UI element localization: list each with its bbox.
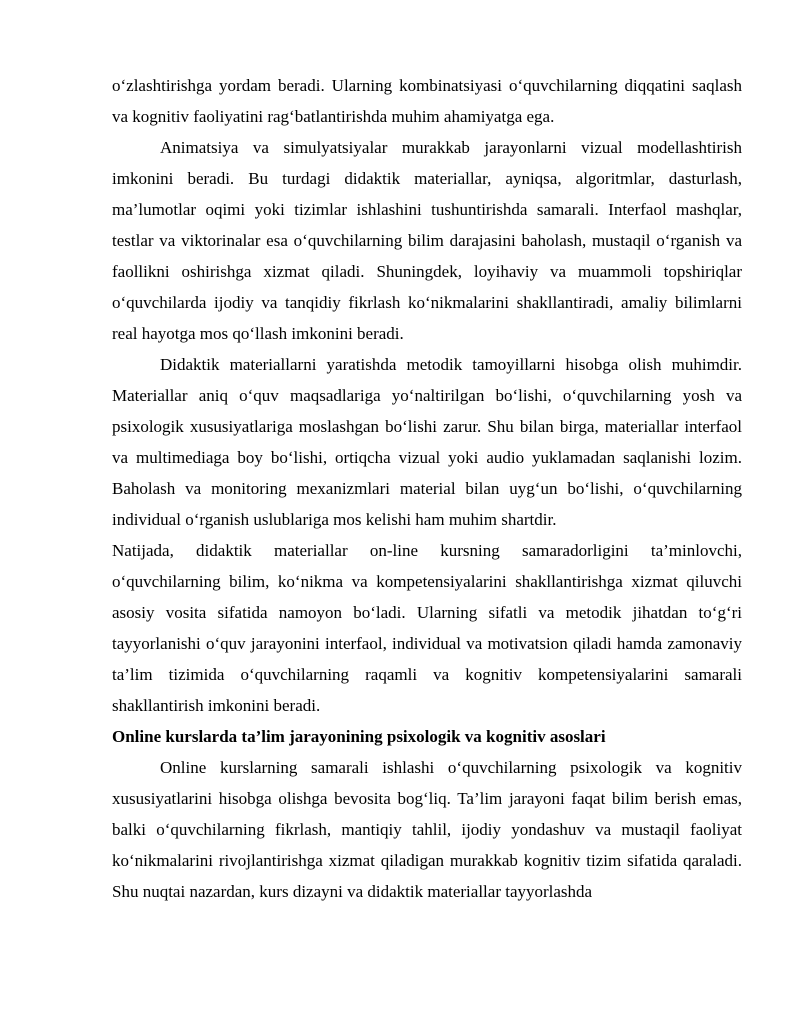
paragraph-animation: Animatsiya va simulyatsiyalar murakkab jarayonlarni vizual modellashtirish imkonini beradi. Bu turdagi didaktik materiallar, ayniqsa, algoritmlar, dasturlash, ma’lumotlar oqimi yoki tizimlar ishlashini tushuntirishda samarali. Interfaol mashqlar, testlar va viktorinalar esa o‘quvchilarning bilim darajasini baholash, mustaqil o‘rganish va faollikni oshirishga xizmat qiladi. Shuningdek, loyihaviy va muammoli topshiriqlar o‘quvchilarda ijodiy va tanqidiy fikrlash ko‘nikmalarini shakllantiradi, amaliy bilimlarni real hayotga mos qo‘llash imkonini beradi. bbox=[112, 138, 742, 343]
section-heading: Online kurslarda ta’lim jarayonining psixologik va kognitiv asoslari bbox=[112, 727, 606, 746]
paragraph-online-courses: Online kurslarning samarali ishlashi o‘quvchilarning psixologik va kognitiv xususiyatlarini hisobga olishga bevosita bog‘liq. Ta’lim jarayoni faqat bilim berish emas, balki o‘quvchilarning fikrlash, mantiqiy tahlil, ijodiy yondashuv va mustaqil faoliyat ko‘nikmalarini rivojlantirishga xizmat qiladigan murakkab kognitiv tizim sifatida qaraladi. Shu nuqtai nazardan, kurs dizayni va didaktik materiallar tayyorlashda bbox=[112, 758, 742, 901]
paragraph-conclusion: Natijada, didaktik materiallar on-line kursning samaradorligini ta’minlovchi, o‘quvchilarning bilim, ko‘nikma va kompetensiyalarini shakllantirishga xizmat qiluvchi asosiy vosita sifatida namoyon bo‘ladi. Ularning sifatli va metodik jihatdan to‘g‘ri tayyorlanishi o‘quv jarayonini interfaol, individual va motivatsion qiladi hamda zamonaviy ta’lim tizimida o‘quvchilarning raqamli va kognitiv kompetensiyalarini samarali shakllantirish imkonini beradi. bbox=[112, 541, 742, 715]
document-page bbox=[112, 70, 742, 907]
paragraph-continuation: o‘zlashtirishga yordam beradi. Ularning kombinatsiyasi o‘quvchilarning diqqatini saqlash va kognitiv faoliyatini rag‘batlantirishda muhim ahamiyatga ega. bbox=[112, 76, 742, 126]
paragraph-methodology: Didaktik materiallarni yaratishda metodik tamoyillarni hisobga olish muhimdir. Materiallar aniq o‘quv maqsadlariga yo‘naltirilgan bo‘lishi, o‘quvchilarning yosh va psixologik xususiyatlariga moslashgan bo‘lishi zarur. Shu bilan birga, materiallar interfaol va multimediaga boy bo‘lishi, ortiqcha vizual yoki audio yuklamadan saqlanishi lozim. Baholash va monitoring mexanizmlari material bilan uyg‘un bo‘lishi, o‘quvchilarning individual o‘rganish uslublariga mos kelishi ham muhim shartdir. bbox=[112, 355, 742, 529]
